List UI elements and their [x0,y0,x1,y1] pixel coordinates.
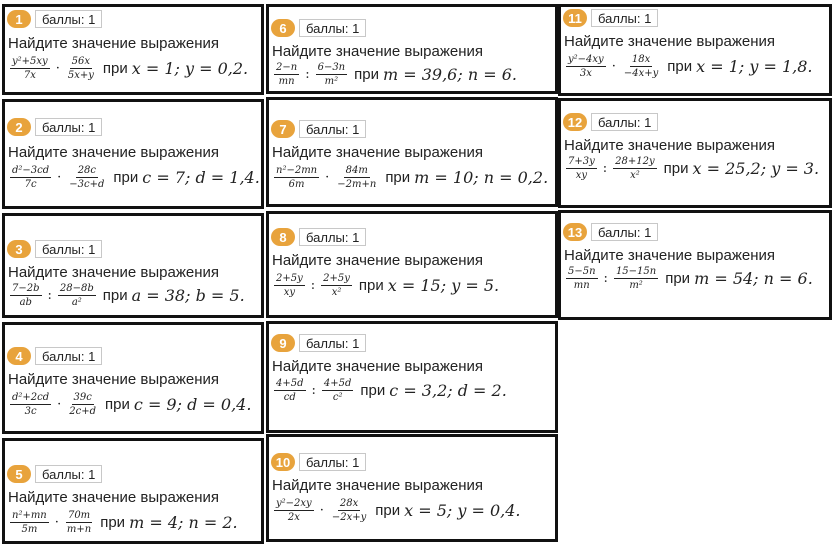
task-question: Найдите значение выражения [8,144,219,161]
at-word: при [113,169,139,186]
task-expression [272,272,499,299]
fraction-1: $\frac{2-n}{mn}$ [276,62,298,87]
operator: · [325,170,330,185]
fraction-1: $\frac{7+3y}{xy}$ [568,156,595,181]
task-condition: x = 1; y = 1,8. [696,57,813,76]
task-number-badge: 6 [271,19,295,37]
task-expression [8,391,251,418]
points-label: баллы: 1 [591,223,658,241]
task-condition: x = 5; y = 0,4. [404,501,521,520]
at-word: при [100,514,126,531]
at-word: при [360,382,386,399]
task-card-10 [266,434,558,542]
task-number-badge: 9 [271,334,295,352]
task-question: Найдите значение выражения [272,358,483,375]
task-expression [564,53,813,80]
at-word: при [667,58,693,75]
fraction-2: $\frac{18x}{-4x+y}$ [623,54,659,79]
task-card-5 [2,438,264,544]
task-condition: m = 54; n = 6. [694,269,813,288]
fraction-1: $\frac{\text{y²+5xy}}{7x}$ [12,56,48,81]
at-word: при [358,277,384,294]
points-label: баллы: 1 [35,118,102,136]
at-word: при [102,287,128,304]
task-card-6 [266,4,558,94]
fraction-2: $\frac{84m}{-2m+n}$ [337,165,377,190]
task-condition: x = 15; y = 5. [387,276,500,295]
at-word: при [665,270,691,287]
task-condition: m = 4; n = 2. [129,513,238,532]
points-label: баллы: 1 [299,228,366,246]
fraction-2: $\frac{70m}{m+n}$ [66,510,92,535]
task-number-badge: 1 [7,10,31,28]
fraction-1: $\frac{7-2b}{ab}$ [12,283,40,308]
task-card-11 [558,4,832,96]
operator: : [305,67,310,82]
task-expression [8,164,260,191]
task-expression [272,497,521,524]
fraction-1: $\frac{\text{d²−3cd}}{7c}$ [12,165,50,190]
task-condition: c = 3,2; d = 2. [389,381,507,400]
task-card-13 [558,210,832,320]
operator: · [55,61,60,76]
at-word: при [663,160,689,177]
operator: · [57,397,62,412]
at-word: при [354,66,379,83]
task-question: Найдите значение выражения [564,137,775,154]
task-number-badge: 4 [7,347,31,365]
fraction-2: $\frac{39c}{2c+d}$ [69,392,97,417]
operator: : [310,278,316,293]
task-number-badge: 12 [563,113,587,131]
task-number-badge: 5 [7,465,31,483]
operator: · [319,503,324,518]
task-condition: x = 25,2; y = 3. [692,159,820,178]
at-word: при [105,396,130,413]
task-question: Найдите значение выражения [8,264,219,281]
fraction-1: $\frac{\text{y²−2xy}}{2x}$ [276,498,312,523]
at-word: при [102,60,128,77]
task-card-8 [266,211,558,318]
task-card-12 [558,98,832,208]
task-card-2 [2,99,264,209]
points-label: баллы: 1 [591,9,658,27]
task-expression [8,55,248,82]
operator: · [611,59,616,74]
fraction-2: $\frac{28x}{-2x+y}$ [331,498,367,523]
task-number-badge: 11 [563,9,587,27]
points-label: баллы: 1 [299,120,366,138]
fraction-2: $\frac{4+5d}{\text{c²}}$ [323,378,352,403]
operator: · [57,170,62,185]
points-label: баллы: 1 [591,113,658,131]
task-expression [272,61,517,88]
task-question: Найдите значение выражения [272,252,483,269]
task-question: Найдите значение выражения [564,247,775,264]
fraction-1: $\frac{\text{n²−2mn}}{6m}$ [276,165,318,190]
task-card-4 [2,322,264,434]
task-expression [272,164,548,191]
task-question: Найдите значение выражения [8,35,219,52]
task-question: Найдите значение выражения [564,33,775,50]
task-card-7 [266,97,558,207]
task-expression [8,509,238,536]
task-condition: m = 39,6; n = 6. [382,65,517,84]
operator: : [602,161,608,176]
task-expression [8,282,245,309]
fraction-2: $\frac{56x}{5x+y}$ [67,56,94,81]
task-number-badge: 13 [563,223,587,241]
task-number-badge: 3 [7,240,31,258]
points-label: баллы: 1 [35,240,102,258]
fraction-1: $\frac{\text{n²+mn}}{5m}$ [12,510,47,535]
operator: · [54,515,59,530]
task-number-badge: 7 [271,120,295,138]
points-label: баллы: 1 [299,453,366,471]
fraction-2: $\frac{6-3n}{\text{m²}}$ [317,62,346,87]
task-expression [564,265,813,292]
operator: : [603,271,608,286]
at-word: при [375,502,401,519]
fraction-1: $\frac{4+5d}{cd}$ [276,378,304,403]
task-question: Найдите значение выражения [272,144,483,161]
fraction-2: $\frac{28c}{-3c+d}$ [69,165,105,190]
task-card-3 [2,213,264,318]
task-question: Найдите значение выражения [8,489,219,506]
at-word: при [385,169,411,186]
fraction-2: $\frac{15-15n}{\text{m²}}$ [615,266,657,291]
task-expression [564,155,819,182]
points-label: баллы: 1 [35,10,102,28]
fraction-1: $\frac{\text{d²+2cd}}{3c}$ [12,392,50,417]
task-condition: x = 1; y = 0,2. [131,59,249,78]
task-condition: a = 38; b = 5. [131,286,245,305]
task-expression [272,377,507,404]
fraction-2: $\frac{2+5y}{\text{x²}}$ [323,273,350,298]
fraction-1: $\frac{5-5n}{mn}$ [568,266,596,291]
task-question: Найдите значение выражения [272,43,483,60]
operator: : [311,383,316,398]
fraction-1: $\frac{\text{y²−4xy}}{3x}$ [568,54,604,79]
fraction-2: $\frac{28-8b}{\text{a²}}$ [59,283,94,308]
task-card-9 [266,321,558,433]
task-number-badge: 10 [271,453,295,471]
task-number-badge: 2 [7,118,31,136]
task-condition: m = 10; n = 0,2. [414,168,549,187]
task-condition: c = 9; d = 0,4. [133,395,252,414]
points-label: баллы: 1 [35,465,102,483]
task-question: Найдите значение выражения [8,371,219,388]
task-card-1 [2,4,264,95]
task-condition: c = 7; d = 1,4. [142,168,260,187]
points-label: баллы: 1 [299,19,366,37]
task-question: Найдите значение выражения [272,477,483,494]
fraction-1: $\frac{2+5y}{xy}$ [276,273,303,298]
points-label: баллы: 1 [299,334,366,352]
fraction-2: $\frac{28+12y}{\text{x²}}$ [615,156,655,181]
task-number-badge: 8 [271,228,295,246]
points-label: баллы: 1 [35,347,102,365]
operator: : [47,288,52,303]
